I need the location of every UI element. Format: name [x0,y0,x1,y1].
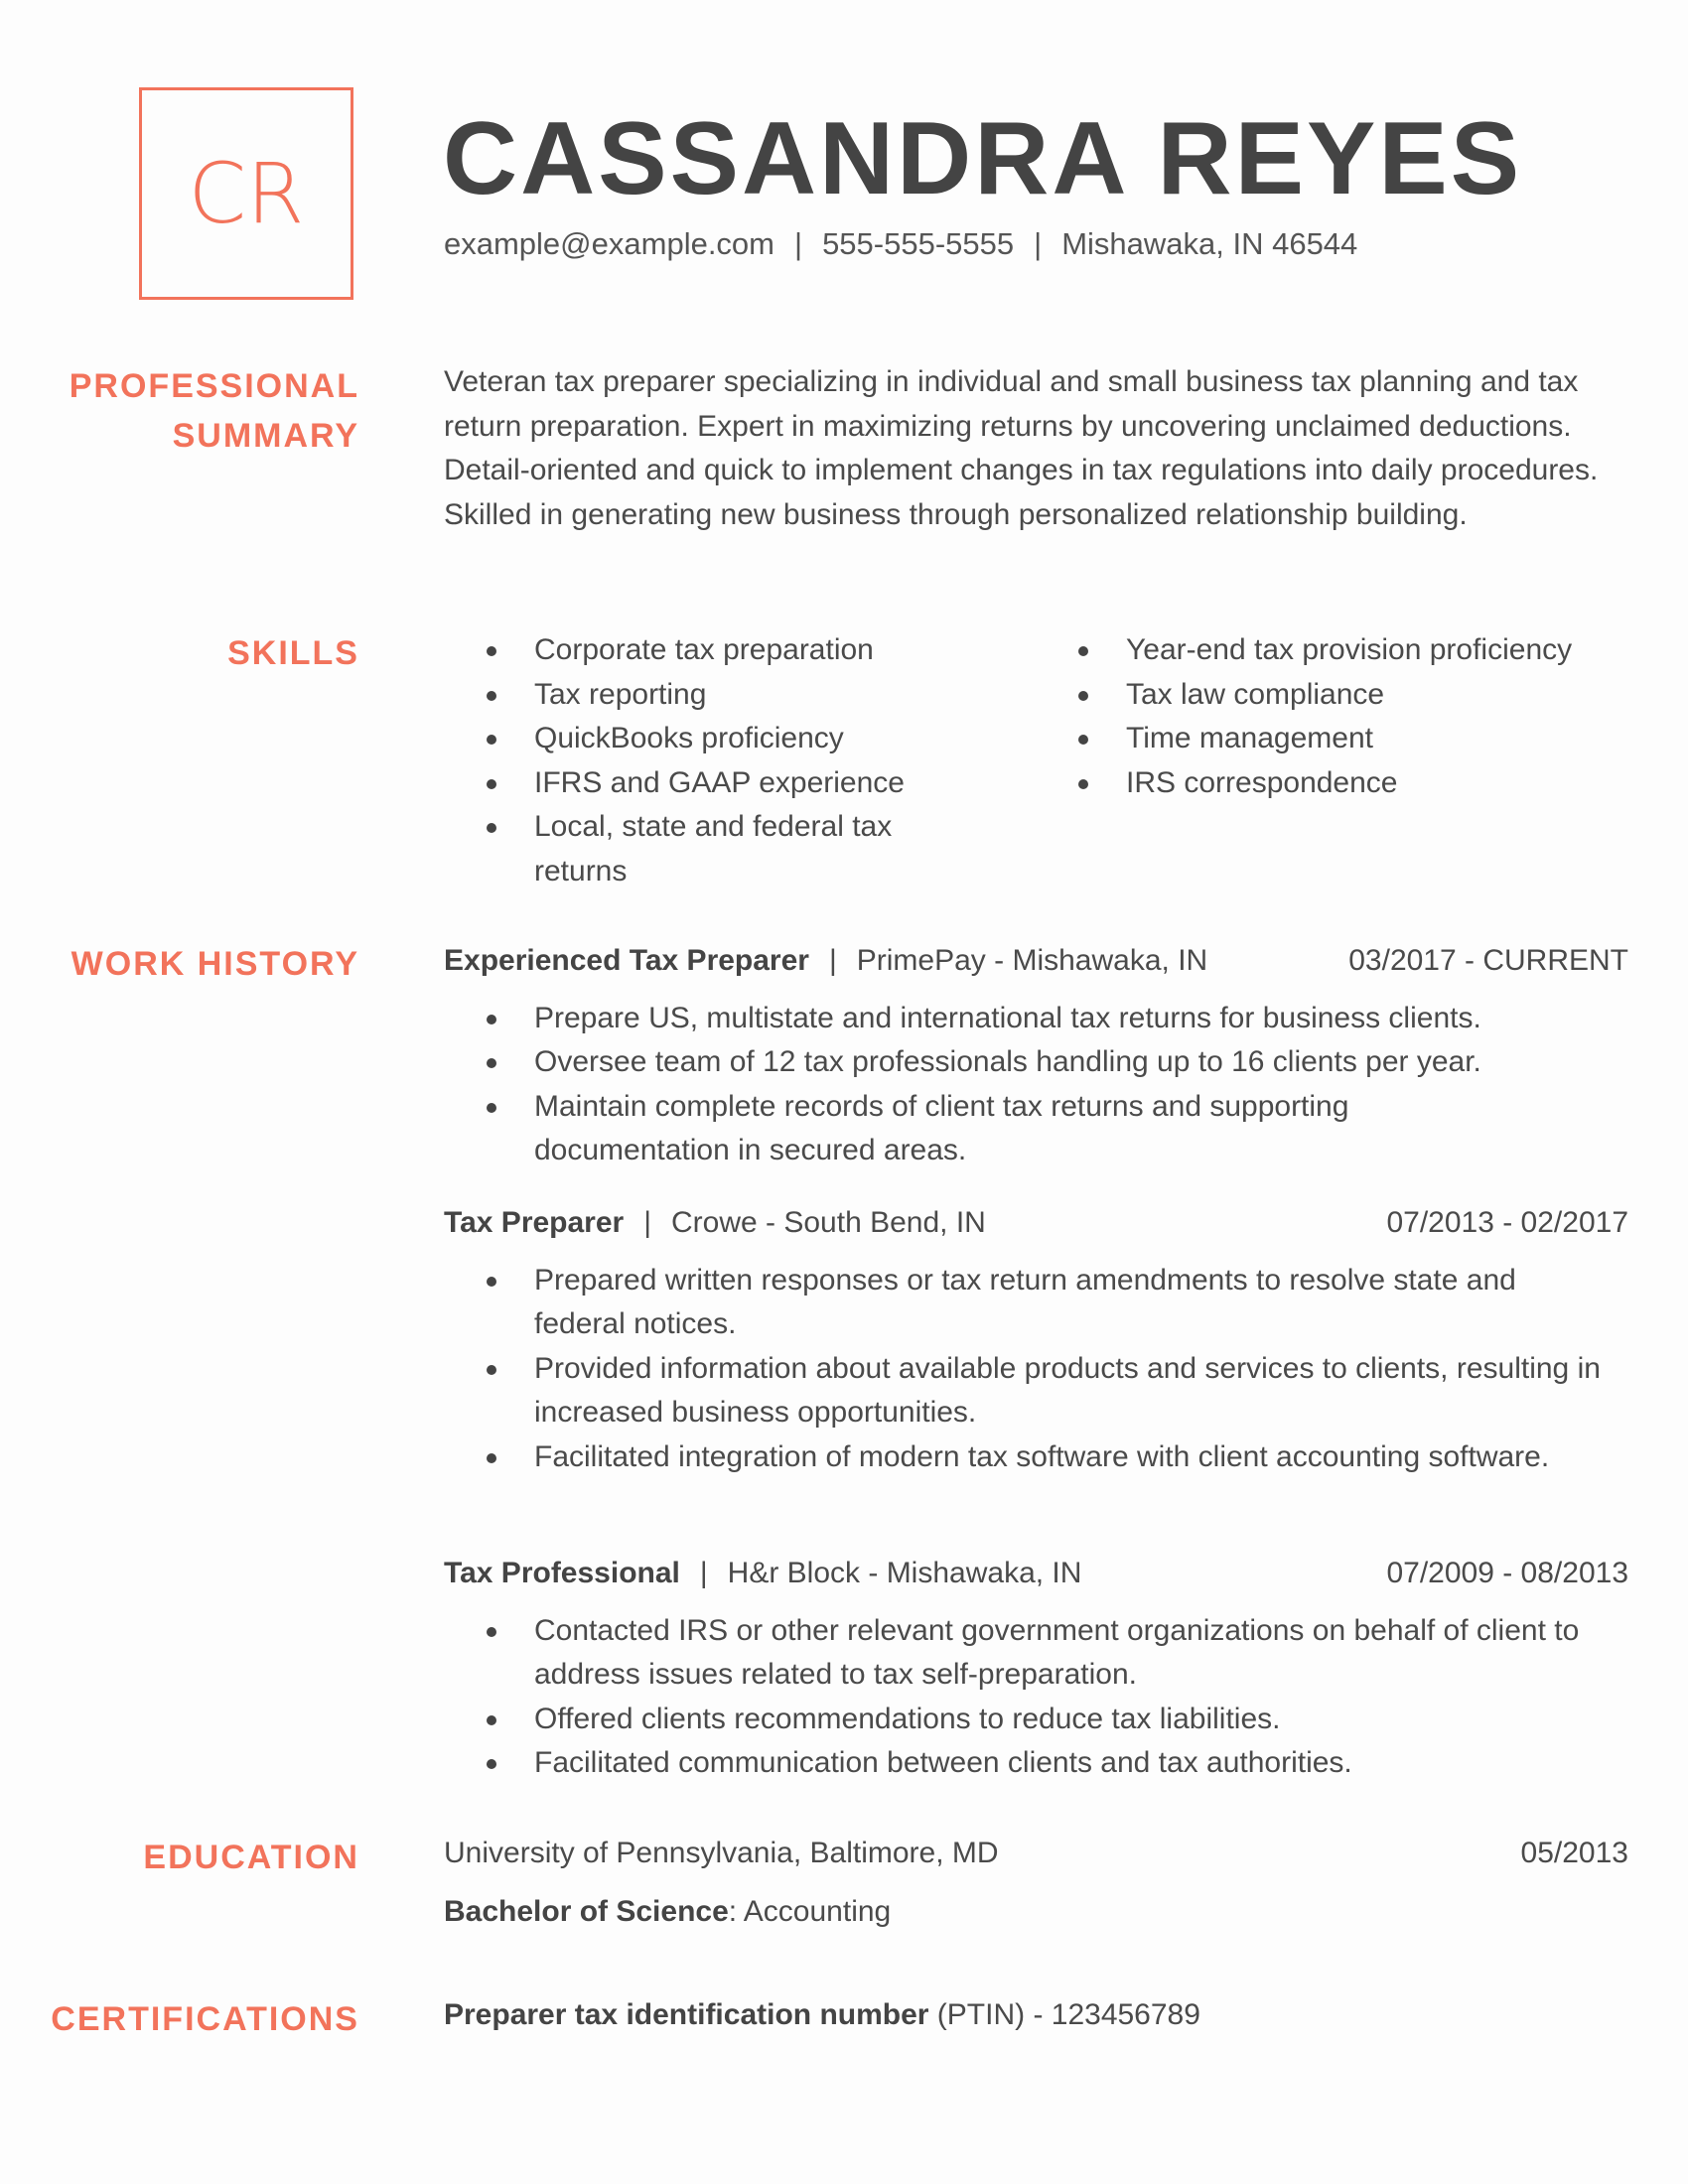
summary-text: Veteran tax preparer specializing in individual and small business tax planning and tax return preparation. Expert in maximizing returns by uncovering unclaimed deductions. Detail-oriented and quick to implement changes in tax regulations into daily procedures. Skilled in generating new business through personalized relationship building. [444,365,1599,531]
job-dates: 07/2009 - 08/2013 [1386,1557,1628,1589]
skill-item: Corporate tax preparation [444,628,1000,673]
location: Mishawaka, IN 46544 [1061,226,1358,261]
job-entry [444,939,1635,1173]
work-heading: WORK HISTORY [70,945,359,983]
summary-heading-line: PROFESSIONAL [69,367,359,405]
job-title: Tax Professional [444,1557,680,1589]
certification-entry [444,1993,1635,2038]
initials: CR [188,145,305,242]
skill-item: Time management [1036,717,1671,761]
skills-list-1 [444,628,1000,893]
graduation-date: 05/2013 [1520,1837,1628,1869]
skill-item: QuickBooks proficiency [444,717,1000,761]
job-bullet: Maintain complete records of client tax returns and supporting documentation in secured areas. [444,1085,1428,1173]
skill-item: IRS correspondence [1036,761,1671,806]
job-bullet: Offered clients recommendations to reduce tax liabilities. [444,1698,1586,1742]
separator: | [794,226,803,261]
skill-item: Year-end tax provision proficiency [1036,628,1671,673]
job-title: Tax Preparer [444,1206,625,1239]
job-company: H&r Block - Mishawaka, IN [727,1557,1082,1589]
skill-item: Tax law compliance [1036,673,1671,718]
candidate-name: CASSANDRA REYES [443,101,1523,216]
job-entry [444,1201,1635,1479]
job-bullet: Facilitated integration of modern tax software with client accounting software. [444,1435,1636,1480]
job-bullet: Prepared written responses or tax return amendments to resolve state and federal notices. [444,1259,1586,1347]
job-bullet: Prepare US, multistate and international tax returns for business clients. [444,997,1586,1041]
degree: Bachelor of Science [444,1894,729,1928]
education-entry [444,1832,1635,1934]
job-dates: 07/2013 - 02/2017 [1386,1206,1628,1239]
skill-item: IFRS and GAAP experience [444,761,1000,806]
job-bullet: Provided information about available products and services to clients, resulting in increased business opportunities. [444,1347,1636,1435]
job-company: PrimePay - Mishawaka, IN [856,944,1208,977]
separator: | [699,1557,708,1589]
job-title: Experienced Tax Preparer [444,944,809,977]
field: : Accounting [728,1894,892,1928]
certifications-heading: CERTIFICATIONS [51,2000,359,2038]
job-bullet: Contacted IRS or other relevant government organizations on behalf of client to address issues related to tax self-preparation. [444,1609,1586,1698]
job-dates: 03/2017 - CURRENT [1348,944,1628,977]
skills-list-2 [1036,628,1671,805]
job-bullet: Facilitated communication between clients and tax authorities. [444,1741,1586,1786]
separator: | [1034,226,1043,261]
skill-item: Tax reporting [444,673,1000,718]
job-bullet: Oversee team of 12 tax professionals handling up to 16 clients per year. [444,1040,1586,1085]
phone: 555-555-5555 [822,226,1015,261]
certification-name: Preparer tax identification number [444,1998,929,2031]
skills-heading: SKILLS [227,634,359,672]
contact-line [444,226,1357,262]
separator: | [828,944,837,977]
summary-heading [70,361,359,461]
monogram-box [139,87,353,300]
job-entry [444,1552,1635,1786]
school: University of Pennsylvania, Baltimore, MD [444,1837,999,1869]
job-company: Crowe - South Bend, IN [671,1206,986,1239]
separator: | [643,1206,652,1239]
summary-heading-line: SUMMARY [172,417,359,455]
education-heading: EDUCATION [143,1839,359,1876]
certification-detail: (PTIN) - 123456789 [928,1998,1200,2031]
email: example@example.com [444,226,774,261]
skill-item: Local, state and federal tax returns [444,805,951,893]
